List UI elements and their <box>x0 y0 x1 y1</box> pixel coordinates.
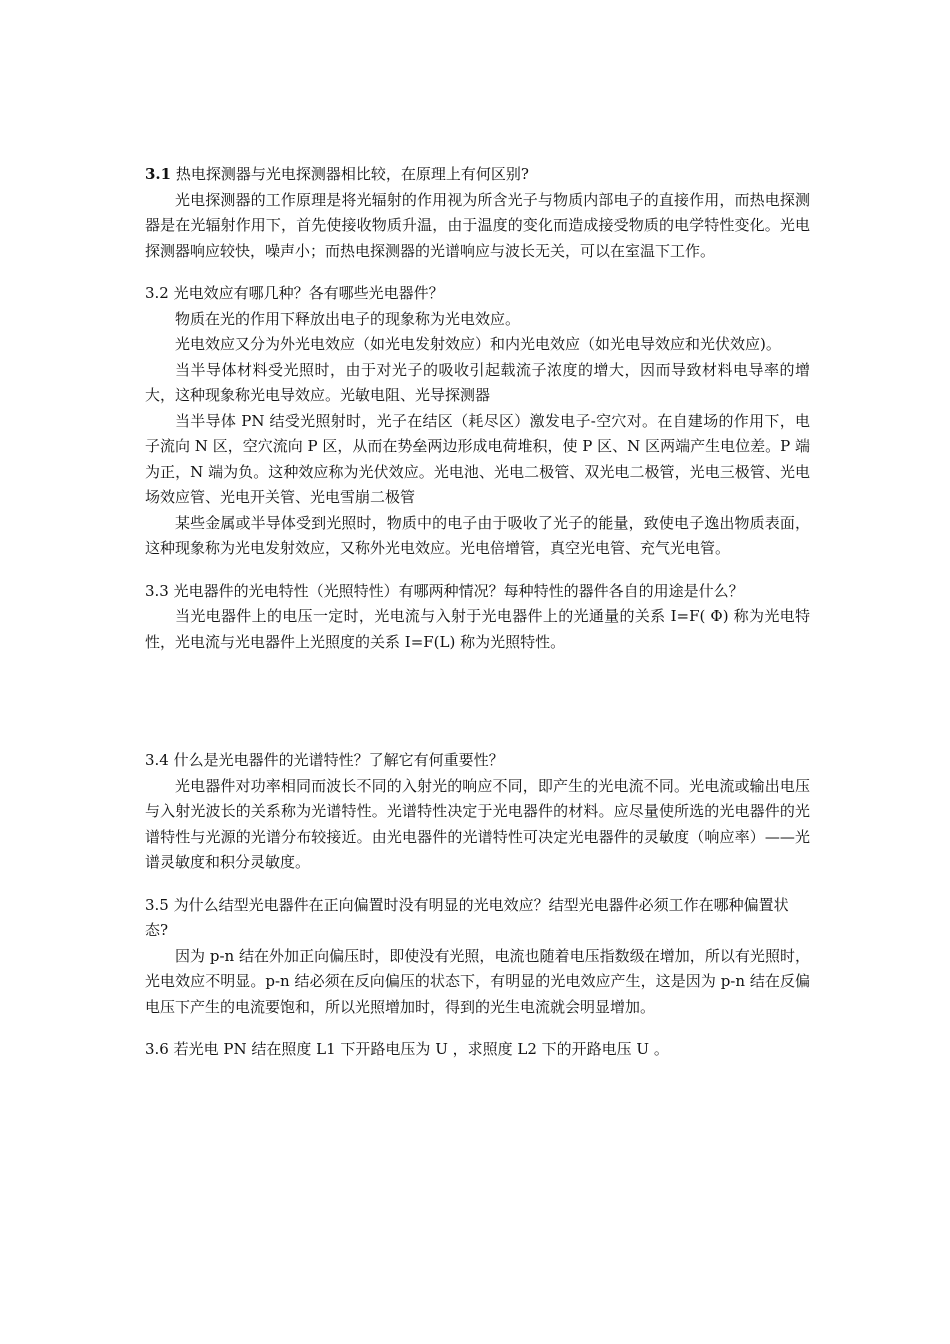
question-heading <box>145 281 810 307</box>
question-heading <box>145 893 810 944</box>
question-number: 3.2 <box>145 284 169 302</box>
question-text: 热电探测器与光电探测器相比较，在原理上有何区别? <box>171 165 529 183</box>
answer-paragraph: 光电器件对功率相同而波长不同的入射光的响应不同，即产生的光电流不同。光电流或输出电压与入射光波长的关系称为光谱特性。光谱特性决定于光电器件的材料。应尽量使所选的光电器件的光谱特性与光源的光谱分布较接近。由光电器件的光谱特性可决定光电器件的灵敏度（响应率）——光谱灵敏度和积分灵敏度。 <box>145 776 810 871</box>
question-text: 光电效应有哪几种？各有哪些光电器件？ <box>168 284 444 302</box>
question-text: 为什么结型光电器件在正向偏置时没有明显的光电效应？结型光电器件必须工作在哪种偏置状态? <box>145 895 789 939</box>
question-heading <box>145 579 810 605</box>
question-text: 若光电 PN 结在照度 L1 下开路电压为 U ，求照度 L2 下的开路电压 U 。 <box>168 1040 669 1058</box>
section-3-3 <box>145 579 810 656</box>
answer-paragraph: 物质在光的作用下释放出电子的现象称为光电效应。 <box>175 309 521 328</box>
question-number: 3.4 <box>145 751 169 769</box>
answer-paragraph: 某些金属或半导体受到光照时，物质中的电子由于吸收了光子的能量，致使电子逸出物质表面，这种现象称为光电发射效应，又称外光电效应。光电倍增管，真空光电管、充气光电管。 <box>145 513 810 557</box>
answer-paragraph: 当半导体 PN 结受光照射时，光子在结区（耗尽区）激发电子-空穴对。在自建场的作用下，电子流向 N 区，空穴流向 P 区，从而在势垒两边形成电荷堆积，使 P 区、N 区两端产生电位差。P 端为正，N 端为负。这种效应称为光伏效应。光电池、光电二极管、双光电二极管，光电三极管、光电场效应管、光电开关管、光电雪崩二极管 <box>145 411 810 506</box>
question-number: 3.1 <box>145 165 172 183</box>
question-text: 光电器件的光电特性（光照特性）有哪两种情况？每种特性的器件各自的用途是什么？ <box>168 581 744 600</box>
answer-paragraph: 因为 p-n 结在外加正向偏压时，即使没有光照，电流也随着电压指数级在增加，所以有光照时，光电效应不明显。p-n 结必须在反向偏压的状态下，有明显的光电效应产生，这是因为 p-n 结在反偏电压下产生的电流要饱和，所以光照增加时，得到的光生电流就会明显增加。 <box>145 946 810 1016</box>
answer-paragraph: 光电效应又分为外光电效应（如光电发射效应）和内光电效应（如光电导效应和光伏效应)。 <box>175 335 781 353</box>
question-text: 什么是光电器件的光谱特性？了解它有何重要性？ <box>168 751 504 769</box>
section-3-5 <box>145 893 810 1021</box>
question-number: 3.3 <box>145 581 169 600</box>
question-heading <box>145 1037 810 1063</box>
question-number: 3.5 <box>145 895 169 914</box>
blank-space <box>145 672 810 748</box>
question-number: 3.6 <box>145 1040 169 1058</box>
question-heading <box>145 748 810 774</box>
section-3-4 <box>145 748 810 876</box>
question-heading <box>145 162 810 188</box>
section-3-1 <box>145 162 810 264</box>
answer-paragraph: 光电探测器的工作原理是将光辐射的作用视为所含光子与物质内部电子的直接作用，而热电探测器是在光辐射作用下，首先使接收物质升温，由于温度的变化而造成接受物质的电学特性变化。光电探测器响应较快，噪声小；而热电探测器的光谱响应与波长无关，可以在室温下工作。 <box>145 190 810 260</box>
document-page <box>145 162 810 1080</box>
section-3-2 <box>145 281 810 562</box>
answer-paragraph: 当半导体材料受光照时，由于对光子的吸收引起载流子浓度的增大，因而导致材料电导率的增大，这种现象称光电导效应。光敏电阻、光导探测器 <box>145 360 810 404</box>
section-3-6 <box>145 1037 810 1063</box>
answer-paragraph: 当光电器件上的电压一定时，光电流与入射于光电器件上的光通量的关系 I=F( Φ) 称为光电特性，光电流与光电器件上光照度的关系 I=F(L) 称为光照特性。 <box>145 607 810 651</box>
